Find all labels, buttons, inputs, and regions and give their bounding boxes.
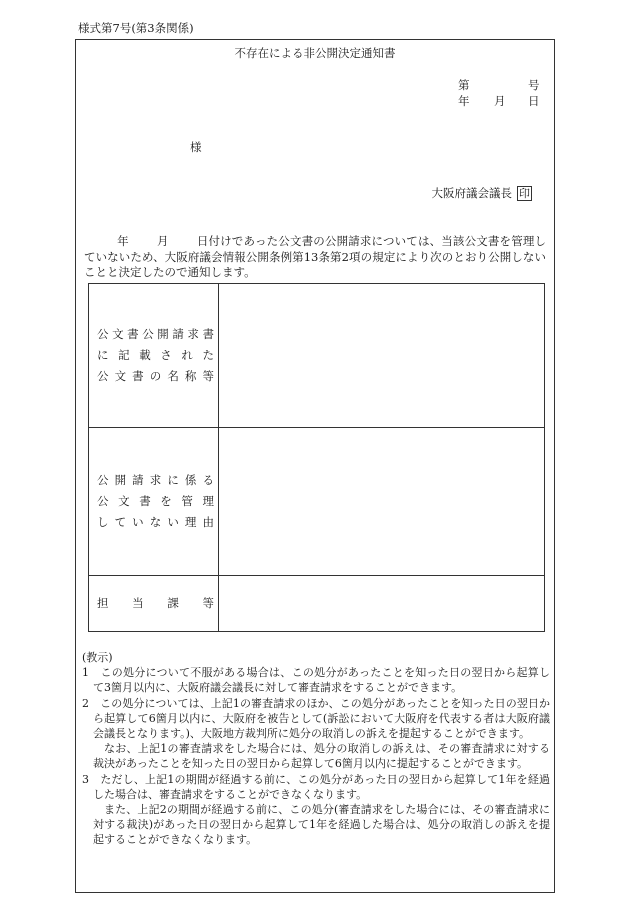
document-title: 不存在による非公開決定通知書 xyxy=(234,46,396,60)
instruction-item-2: 2 この処分については、上記1の審査請求のほか、この処分があったことを知った日の翌日から起算して6箇月以内に、大阪府を被告として(訴訟において大阪府を代表する者は大阪府議会議長となります。)、大阪地方裁判所に処分の取消しの訴えを提起することができます。 xyxy=(82,696,550,741)
row2-label-line-1: 公 開 請 求 に 係 る xyxy=(97,473,214,487)
instruction-item-3-continued: また、上記2の期間が経過する前に、この処分(審査請求をした場合には、その審査請求に対する裁決)があった日の翌日から起算して1年を経過した場合は、処分の取消しの訴えを提起することができなくなります。 xyxy=(93,803,550,847)
row3-value-cell xyxy=(219,576,545,632)
row3-label-cell xyxy=(89,576,219,632)
details-table xyxy=(88,283,545,632)
sender-name: 大阪府議会議長 xyxy=(431,186,512,200)
body-text: 日付けであった公文書の公開請求については、当該公文書を管理していないため、大阪府議会情報公開条例第13条第2項の規定により次のとおり公開しないことと決定したので通知します。 xyxy=(84,234,547,279)
instruction-item-3: 3 ただし、上記1の期間が経過する前に、この処分があった日の翌日から起算して1年を経過した場合は、審査請求をすることができなくなります。 xyxy=(82,772,550,801)
table-row-document-name xyxy=(89,284,545,428)
row3-label: 担 当 課 等 xyxy=(97,596,214,610)
date-day: 日 xyxy=(528,94,540,108)
row1-label-line-2: に 記 載 さ れ た xyxy=(97,348,214,362)
instructions-section xyxy=(82,650,550,848)
row1-label-line-1: 公文書公開請求書 xyxy=(97,327,214,341)
body-year: 年 xyxy=(117,234,129,248)
row2-label-line-3: し て い な い 理 由 xyxy=(97,515,214,529)
table-row-reason xyxy=(89,428,545,576)
notice-body xyxy=(84,234,546,281)
row2-label-cell xyxy=(89,428,219,576)
row1-label-cell xyxy=(89,284,219,428)
seal-mark: 印 xyxy=(519,186,530,200)
date-month: 月 xyxy=(494,94,506,108)
notice-document xyxy=(75,39,555,893)
instructions-heading: (教示) xyxy=(82,651,113,664)
row1-label-line-3: 公 文 書 の 名 称 等 xyxy=(97,369,214,383)
row2-value-cell xyxy=(219,428,545,576)
addressee-honorific: 様 xyxy=(190,140,202,154)
row1-value-cell xyxy=(219,284,545,428)
instruction-item-1: 1 この処分について不服がある場合は、この処分があったことを知った日の翌日から起算して3箇月以内に、大阪府議会議長に対して審査請求をすることができます。 xyxy=(82,666,550,695)
instruction-item-2-continued: なお、上記1の審査請求をした場合には、処分の取消しの訴えは、その審査請求に対する裁決があったことを知った日の翌日から起算して6箇月以内に提起することができます。 xyxy=(93,742,550,771)
table-row-department xyxy=(89,576,545,632)
date-year: 年 xyxy=(458,94,470,108)
number-go: 号 xyxy=(528,78,540,92)
body-month: 月 xyxy=(156,234,169,248)
row2-label-line-2: 公 文 書 を 管 理 xyxy=(97,494,214,508)
form-number-label: 様式第7号(第3条関係) xyxy=(78,21,194,35)
number-dai: 第 xyxy=(458,78,470,92)
sender-block xyxy=(432,185,533,201)
